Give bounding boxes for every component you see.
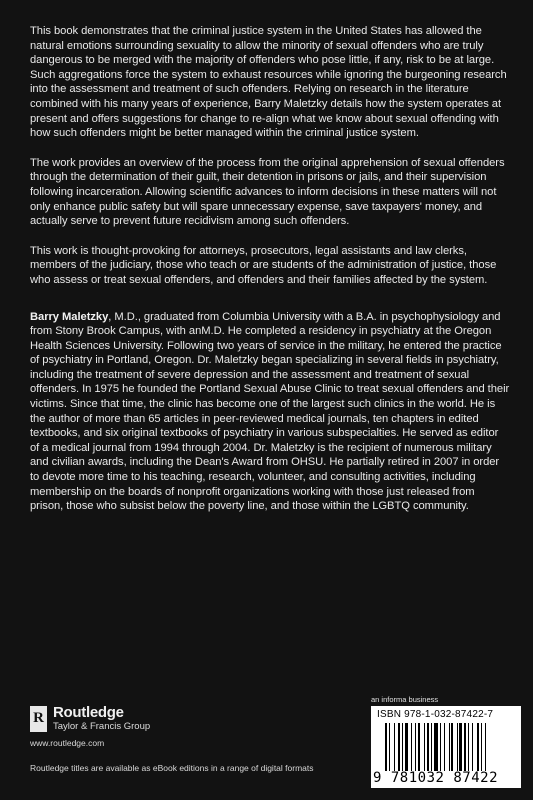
publisher-url: www.routledge.com [30, 738, 105, 748]
barcode-stripe [434, 723, 437, 771]
back-cover-text [30, 24, 510, 529]
barcode-stripe [415, 723, 416, 771]
publisher-block [30, 705, 330, 748]
barcode-stripe [385, 723, 387, 771]
barcode-stripe [402, 723, 403, 771]
barcode-stripe [451, 723, 453, 771]
author-name: Barry Maletzky [30, 310, 109, 323]
barcode-stripe [405, 723, 408, 771]
ebook-note: Routledge titles are available as eBook editions in a range of digital formats [30, 763, 314, 773]
barcode-stripe [468, 723, 469, 771]
barcode-stripe [398, 723, 400, 771]
barcode-stripe [440, 723, 441, 771]
barcode-stripe [424, 723, 425, 771]
barcode-stripe [464, 723, 466, 771]
isbn-barcode [371, 706, 521, 788]
barcode-stripe [472, 723, 473, 771]
publisher-group: Taylor & Francis Group [53, 721, 151, 732]
blurb-paragraph-2: The work provides an overview of the process from the original apprehension of sexual offenders through the determination of their guilt, their detention in prisons or jails, and their supervision following incarceration. Allowing scientific advances to inform decisions in these matters will not only enhance public safety but will spare unnecessary expense, save taxpayers' money, and actually serve to prevent future recidivism among such offenders. [30, 156, 505, 228]
barcode-stripe [477, 723, 479, 771]
barcode-stripe [485, 723, 486, 771]
barcode-stripe [394, 723, 395, 771]
blurb-paragraph-3: This work is thought-provoking for attorneys, prosecutors, legal assistants and law clerks, members of the judiciary, those who teach or are students of the administration of justice, those who assess or treat sexual offenders, and offenders and their families affected by the system. [30, 244, 497, 286]
author-bio [30, 310, 510, 514]
author-bio-text: , M.D., graduated from Columbia University with a B.A. in psychophysiology and from Stony Brook Campus, with anM.D. He completed a residency in psychiatry at the Oregon Health Sciences University. Following two years of service in the military, he entered the practice of psychiatry in Portland, Oregon. Dr. Maletzky began specializing in several fields in psychiatry, including the treatment of severe depression and the assessment and treatment of sexual offenders. In 1975 he founded the Portland Sexual Abuse Clinic to treat sexual offenders and their victims. Since that time, the clinic has become one of the largest such clinics in the world. He is the author of more than 65 articles in peer-reviewed medical journals, ten chapters in edited textbooks, and six original textbooks of psychiatry in various subspecialties. He served as editor of a medical journal from 1994 through 2004. Dr. Maletzky is the recipient of numerous military and civilian awards, including the Dean's Award from OHSU. He partially retired in 2007 in order to devote more time to his teaching, research, volunteer, and consulting activities, including membership on the boards of nonprofit organizations working with those just released from prison, those who subsist below the poverty line, and those within the LGBTQ community. [30, 310, 510, 513]
publisher-name: Routledge [53, 704, 124, 721]
routledge-logo [30, 705, 330, 732]
barcode-bars-icon [385, 723, 515, 771]
barcode-stripe [389, 723, 390, 771]
barcode-stripe [418, 723, 420, 771]
barcode-digits: 9 781032 87422 [373, 770, 499, 786]
blurb-paragraph-1: This book demonstrates that the criminal justice system in the United States has allowed the natural emotions surrounding sexuality to allow the minority of sexual offenders who are truly dangerous to be merged with the majority of offenders who pose little, if any, risk to be at large. Such aggregations force the system to exhaust resources while ignoring the burgeoning research into the assessment and treatment of such offenders. Relying on research in the literature combined with his many years of experience, Barry Maletzky details how the system operates at present and offers suggestions for change to re-align what we know about sexual offending with how such offenders might be better managed within the criminal justice system. [30, 25, 507, 140]
barcode-stripe [411, 723, 412, 771]
informa-tagline: an informa business [371, 695, 439, 704]
barcode-stripe [481, 723, 482, 771]
routledge-logo-icon: R [30, 706, 47, 732]
barcode-stripe [459, 723, 462, 771]
isbn-label: ISBN 978-1-032-87422-7 [377, 709, 494, 720]
barcode-stripe [431, 723, 432, 771]
barcode-stripe [457, 723, 458, 771]
barcode-stripe [427, 723, 429, 771]
barcode-stripe [449, 723, 450, 771]
barcode-stripe [444, 723, 445, 771]
